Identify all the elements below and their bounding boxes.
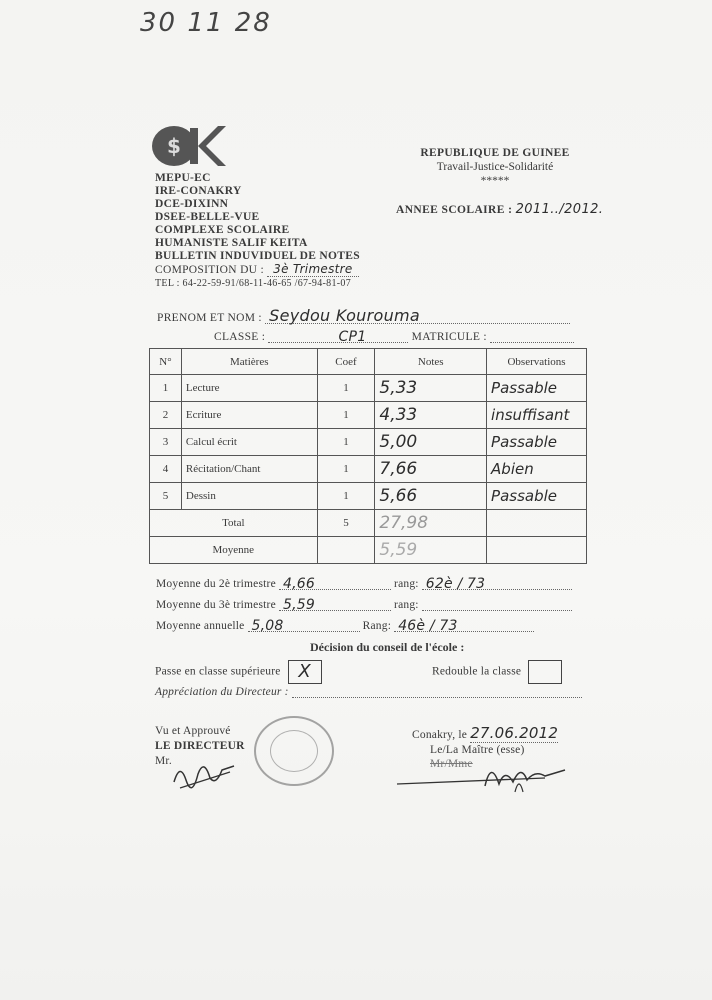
row-number: 3 (150, 429, 182, 456)
svg-text:$: $ (167, 134, 181, 158)
class-value: CP1 (268, 329, 408, 343)
average-coefficient (317, 537, 375, 564)
republic-header (400, 146, 590, 188)
average-row (150, 537, 587, 564)
total-coefficient: 5 (317, 510, 375, 537)
row-number: 1 (150, 375, 182, 402)
grade: 5,33 (375, 375, 487, 402)
director-mr: Mr. (155, 755, 172, 767)
subject: Récitation/Chant (181, 456, 317, 483)
grade: 7,66 (375, 456, 487, 483)
term2-rank-value: 62è / 73 (422, 576, 572, 590)
promotion-checkbox[interactable]: X (288, 660, 322, 684)
table-row (150, 429, 587, 456)
annual-value: 5,08 (248, 618, 360, 632)
header-line: MEPU-EC (155, 172, 211, 184)
total-observation (487, 510, 587, 537)
observation: Passable (487, 483, 587, 510)
promotion-label: Passe en classe supérieure (155, 665, 281, 678)
director-signature (170, 752, 240, 792)
col-header: Matières (181, 349, 317, 375)
annual-average-line (156, 618, 534, 632)
coefficient: 1 (317, 402, 375, 429)
class-label: CLASSE : (214, 331, 266, 343)
total-row (150, 510, 587, 537)
term3-rank-label: rang: (394, 599, 419, 611)
table-row (150, 456, 587, 483)
observation: Passable (487, 429, 587, 456)
appreciation-label: Appréciation du Directeur : (155, 686, 289, 698)
header-line: HUMANISTE SALIF KEITA (155, 237, 308, 249)
term2-rank-label: rang: (394, 578, 419, 590)
teacher-mr-mme: Mr/Mme (430, 758, 473, 770)
row-number: 2 (150, 402, 182, 429)
director-appreciation (155, 684, 582, 698)
col-header: Notes (375, 349, 487, 375)
place-date-label: Conakry, le (412, 729, 468, 741)
observation: Passable (487, 375, 587, 402)
repeat-option (432, 660, 562, 684)
col-header: Coef (317, 349, 375, 375)
grade: 4,33 (375, 402, 487, 429)
name-value: Seydou Kourouma (265, 306, 570, 324)
header-line: IRE-CONAKRY (155, 185, 242, 197)
school-logo (148, 122, 228, 170)
school-year (396, 202, 603, 217)
average-observation (487, 537, 587, 564)
table-row (150, 483, 587, 510)
composition-value: 3è Trimestre (267, 262, 358, 277)
composition-line (155, 263, 360, 277)
subject: Calcul écrit (181, 429, 317, 456)
subject: Dessin (181, 483, 317, 510)
header-line: DSEE-BELLE-VUE (155, 211, 260, 223)
header-line: BULLETIN INDUVIDUEL DE NOTES (155, 250, 360, 262)
table-header-row (150, 349, 587, 375)
telephone: TEL : 64-22-59-91/68-11-46-65 /67-94-81-07 (155, 278, 351, 289)
date-line (412, 724, 558, 742)
coefficient: 1 (317, 375, 375, 402)
composition-label: COMPOSITION DU : (155, 264, 264, 276)
republic-name: REPUBLIQUE DE GUINEE (420, 147, 570, 159)
total-grade: 27,98 (375, 510, 487, 537)
director-title: LE DIRECTEUR (155, 740, 245, 752)
name-field (157, 306, 570, 324)
row-number: 4 (150, 456, 182, 483)
grade: 5,00 (375, 429, 487, 456)
coefficient: 1 (317, 483, 375, 510)
annual-label: Moyenne annuelle (156, 620, 245, 632)
approved-label: Vu et Approuvé (155, 725, 231, 737)
school-seal (254, 716, 334, 786)
term2-average-line (156, 576, 572, 590)
term2-label: Moyenne du 2è trimestre (156, 578, 276, 590)
grade: 5,66 (375, 483, 487, 510)
term3-label: Moyenne du 3è trimestre (156, 599, 276, 611)
matricule-value (490, 329, 574, 343)
col-header: Observations (487, 349, 587, 375)
date-value: 27.06.2012 (470, 724, 559, 742)
total-label: Total (150, 510, 318, 537)
name-label: PRENOM ET NOM : (157, 312, 262, 324)
document-number: 30 11 28 (140, 8, 272, 38)
table-row (150, 375, 587, 402)
matricule-label: MATRICULE : (411, 331, 487, 343)
term3-value: 5,59 (279, 597, 391, 611)
promotion-option (155, 660, 322, 684)
header-line: DCE-DIXINN (155, 198, 229, 210)
average-grade: 5,59 (375, 537, 487, 564)
republic-stars: ***** (480, 175, 510, 187)
term2-value: 4,66 (279, 576, 391, 590)
observation: insuffisant (487, 402, 587, 429)
grades-table (149, 348, 587, 564)
republic-motto: Travail-Justice-Solidarité (436, 161, 554, 173)
term3-average-line (156, 597, 572, 611)
ministry-header (155, 172, 360, 290)
school-year-label: ANNEE SCOLAIRE : (396, 204, 513, 216)
subject: Ecriture (181, 402, 317, 429)
teacher-title: Le/La Maître (esse) (430, 744, 525, 756)
coefficient: 1 (317, 456, 375, 483)
observation: Abien (487, 456, 587, 483)
class-field (214, 329, 574, 343)
row-number: 5 (150, 483, 182, 510)
table-row (150, 402, 587, 429)
subject: Lecture (181, 375, 317, 402)
col-header: N° (150, 349, 182, 375)
term3-rank-value (422, 597, 572, 611)
coefficient: 1 (317, 429, 375, 456)
annual-rank-label: Rang: (362, 620, 392, 632)
appreciation-value (292, 684, 582, 698)
header-line: COMPLEXE SCOLAIRE (155, 224, 290, 236)
annual-rank-value: 46è / 73 (394, 618, 534, 632)
teacher-signature (395, 756, 585, 796)
repeat-checkbox[interactable] (528, 660, 562, 684)
decision-title: Décision du conseil de l'école : (310, 640, 465, 654)
average-label: Moyenne (150, 537, 318, 564)
repeat-label: Redouble la classe (432, 665, 522, 678)
school-year-value: 2011../2012. (515, 202, 604, 217)
seal-center (270, 730, 318, 772)
